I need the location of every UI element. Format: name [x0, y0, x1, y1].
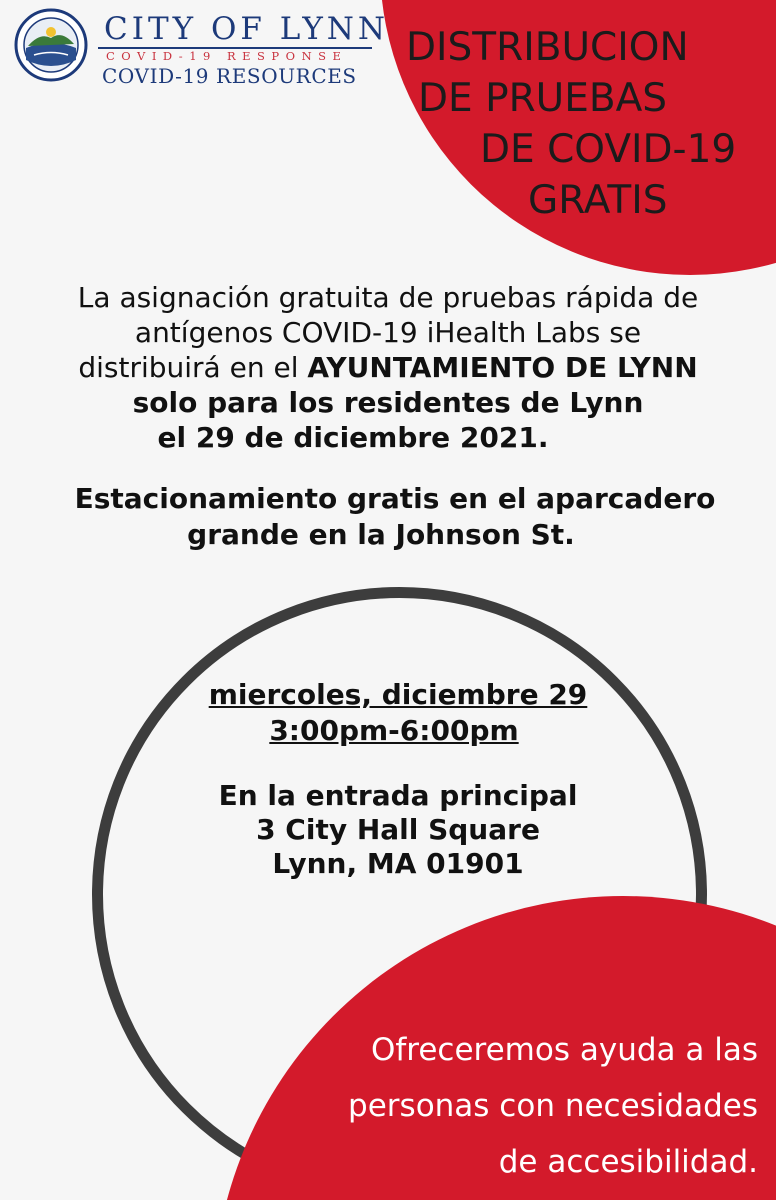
intro-paragraph — [0, 280, 776, 455]
title-line: DE COVID-19 — [480, 127, 737, 172]
logo-subtitle: COVID-19 RESPONSE — [106, 49, 348, 63]
event-schedule — [0, 677, 776, 749]
logo-resources: COVID-19 RESOURCES — [102, 64, 357, 88]
parking-line: grande en la Johnson St. — [187, 518, 575, 551]
title-line: GRATIS — [528, 178, 668, 223]
intro-line: La asignación gratuita de pruebas rápida de — [77, 281, 699, 314]
accessibility-line: Ofreceremos ayuda a las — [370, 1032, 758, 1068]
location-line: Lynn, MA 01901 — [272, 847, 524, 880]
parking-line: Estacionamiento gratis en el aparcadero — [74, 482, 716, 515]
city-seal-icon — [14, 8, 88, 82]
parking-info — [0, 481, 776, 553]
accessibility-line: de accesibilidad. — [498, 1144, 758, 1180]
intro-line-bold: AYUNTAMIENTO DE LYNN — [307, 351, 698, 384]
title-line: DISTRIBUCION — [406, 25, 689, 70]
intro-line — [0, 350, 776, 385]
intro-line: solo para los residentes de Lynn — [132, 386, 644, 419]
location-line: En la entrada principal — [218, 779, 578, 812]
flyer-title — [392, 22, 752, 226]
accessibility-line: personas con necesidades — [348, 1088, 758, 1124]
intro-line-normal: distribuirá en el — [78, 351, 308, 384]
accessibility-note — [238, 1022, 758, 1190]
intro-line: el 29 de diciembre 2021. — [157, 421, 549, 454]
intro-line: antígenos COVID-19 iHealth Labs se — [134, 316, 642, 349]
location-line: 3 City Hall Square — [256, 813, 540, 846]
event-location — [0, 779, 776, 881]
event-date: miercoles, diciembre 29 — [208, 678, 588, 711]
event-time: 3:00pm-6:00pm — [269, 714, 519, 747]
title-line: DE PRUEBAS — [418, 76, 668, 121]
logo-title: CITY OF LYNN — [104, 11, 390, 47]
city-of-lynn-logo — [14, 8, 390, 88]
